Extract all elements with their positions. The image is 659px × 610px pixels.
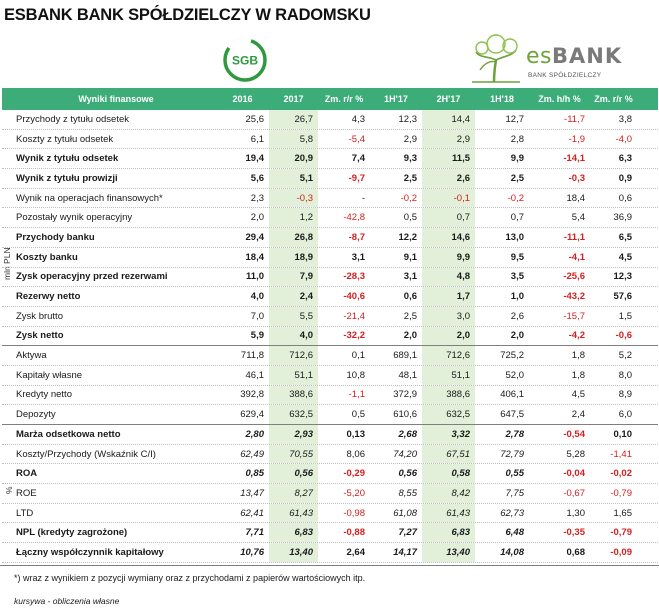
table-cell: 67,51 <box>422 445 475 464</box>
table-cell: 1,0 <box>510 291 524 303</box>
table-cell: 1,8 <box>571 369 585 381</box>
table-row <box>2 523 658 543</box>
table-cell: 2,5 <box>510 172 524 184</box>
table-cell: -28,3 <box>343 271 365 283</box>
table-cell: -0,3 <box>568 172 585 184</box>
table-cell: -0,67 <box>563 487 585 499</box>
row-label: Koszty banku <box>16 251 78 263</box>
table-cell: 711,8 <box>240 350 264 362</box>
row-label: Koszty z tytułu odsetek <box>16 133 114 145</box>
table-cell: 8,0 <box>618 369 632 381</box>
table-row <box>2 405 658 425</box>
table-cell: 712,6 <box>269 346 318 365</box>
table-cell: 388,6 <box>269 386 318 405</box>
table-cell: 14,4 <box>422 110 475 129</box>
row-label: Zysk netto <box>16 330 64 342</box>
table-cell: 61,43 <box>269 504 318 523</box>
row-label: Pozostały wynik operacyjny <box>16 212 133 224</box>
table-cell: 0,55 <box>505 468 524 480</box>
esbank-wordmark <box>526 44 622 69</box>
table-row <box>2 464 658 484</box>
table-cell: 5,6 <box>250 172 264 184</box>
table-cell: -0,02 <box>610 468 632 480</box>
table-row <box>2 149 658 169</box>
table-cell: -0,29 <box>343 468 365 480</box>
table-cell: 9,1 <box>403 251 417 263</box>
table-cell: 6,83 <box>269 523 318 542</box>
table-cell: 5,8 <box>269 130 318 149</box>
table-cell: -0,04 <box>563 468 585 480</box>
row-label: ROE <box>16 487 37 499</box>
financial-results-table <box>2 88 658 563</box>
row-label: Zysk operacyjny przed rezerwami <box>16 271 168 283</box>
table-cell: 0,6 <box>618 192 632 204</box>
table-cell: 4,5 <box>618 251 632 263</box>
table-cell: -0,88 <box>343 527 365 539</box>
table-cell: 4,3 <box>351 113 365 125</box>
table-cell: 13,0 <box>505 231 524 243</box>
table-cell: 5,9 <box>250 330 264 342</box>
table-cell: 26,8 <box>269 228 318 247</box>
table-cell: 9,3 <box>403 153 417 165</box>
table-cell: 0,5 <box>351 409 365 421</box>
table-cell: 388,6 <box>422 386 475 405</box>
esbank-wordmark-bank: BANK <box>552 44 623 68</box>
table-header <box>2 88 658 110</box>
table-cell: 11,0 <box>246 271 264 283</box>
row-label: Wynik na operacjach finansowych* <box>16 192 163 204</box>
row-label: Depozyty <box>16 409 56 421</box>
table-cell: 13,47 <box>240 487 264 499</box>
source-note: kursywa - obliczenia własne <box>14 596 120 606</box>
table-cell: 372,9 <box>393 389 417 401</box>
table-cell: 7,4 <box>351 153 365 165</box>
table-cell: 0,56 <box>269 464 318 483</box>
table-cell: -0,2 <box>400 192 417 204</box>
table-cell: 2,78 <box>505 428 524 440</box>
table-row <box>2 248 658 268</box>
table-cell: -43,2 <box>563 291 585 303</box>
table-cell: 6,48 <box>505 527 524 539</box>
table-cell: -11,7 <box>564 113 585 125</box>
row-label: Kapitały własne <box>16 369 83 381</box>
table-cell: 13,40 <box>422 543 475 562</box>
table-cell: 2,3 <box>250 192 264 204</box>
table-cell: -0,3 <box>269 189 318 208</box>
table-cell: 61,08 <box>393 507 417 519</box>
row-label: Kredyty netto <box>16 389 72 401</box>
table-cell: -0,98 <box>343 507 365 519</box>
header-cell: 2017 <box>283 94 304 104</box>
table-cell: 2,9 <box>422 130 475 149</box>
table-cell: 406,1 <box>500 389 524 401</box>
table-cell: 1,8 <box>571 350 585 362</box>
table-cell: 61,43 <box>422 504 475 523</box>
row-label: Marża odsetkowa netto <box>16 428 121 440</box>
table-cell: 10,76 <box>240 546 264 558</box>
table-cell: 725,2 <box>500 350 524 362</box>
table-cell: 8,27 <box>269 484 318 503</box>
table-cell: 2,8 <box>510 133 524 145</box>
table-cell: 62,41 <box>240 507 264 519</box>
table-cell: 11,5 <box>422 149 475 168</box>
table-cell: 2,6 <box>510 310 524 322</box>
table-row <box>2 366 658 386</box>
table-cell: 5,2 <box>618 350 632 362</box>
table-cell: -42,8 <box>343 212 365 224</box>
table-cell: 4,8 <box>422 268 475 287</box>
table-cell: 72,79 <box>500 448 524 460</box>
table-cell: 3,0 <box>422 307 475 326</box>
table-cell: 2,0 <box>250 212 264 224</box>
tree-icon <box>468 30 524 86</box>
esbank-logo <box>468 30 658 86</box>
table-cell: 2,0 <box>422 327 475 346</box>
table-cell: 51,1 <box>269 366 318 385</box>
table-cell: - <box>361 192 365 204</box>
table-cell: 1,5 <box>618 310 632 322</box>
table-cell: 62,73 <box>500 507 524 519</box>
table-cell: 0,5 <box>403 212 417 224</box>
table-cell: 632,5 <box>269 405 318 424</box>
table-row <box>2 307 658 327</box>
table-cell: 14,17 <box>393 546 417 558</box>
table-cell: -0,6 <box>615 330 632 342</box>
header-cell: Zm. r/r % <box>594 94 633 104</box>
table-cell: 3,1 <box>403 271 417 283</box>
table-row <box>2 268 658 288</box>
table-cell: -40,6 <box>343 291 365 303</box>
table-row <box>2 169 658 189</box>
row-label: Zysk brutto <box>16 310 63 322</box>
table-cell: 14,08 <box>500 546 524 558</box>
table-row <box>2 504 658 524</box>
table-cell: 2,80 <box>245 428 264 440</box>
table-cell: 13,40 <box>269 543 318 562</box>
table-cell: 7,75 <box>505 487 524 499</box>
table-row <box>2 110 658 130</box>
footer-divider <box>0 565 659 566</box>
table-cell: 2,5 <box>403 172 417 184</box>
table-cell: 70,55 <box>269 445 318 464</box>
table-cell: 8,06 <box>346 448 365 460</box>
table-cell: 46,1 <box>245 369 264 381</box>
table-cell: 9,5 <box>510 251 524 263</box>
row-label: Koszty/Przychody (Wskaźnik C/I) <box>16 448 156 460</box>
row-label: Wynik z tytułu odsetek <box>16 153 119 165</box>
table-cell: 6,5 <box>618 231 632 243</box>
table-cell: 4,0 <box>250 291 264 303</box>
table-cell: 25,6 <box>245 113 264 125</box>
header-cell: Wyniki finansowe <box>78 94 154 104</box>
table-cell: -14,1 <box>563 153 585 165</box>
table-cell: -1,41 <box>610 448 632 460</box>
table-cell: 0,10 <box>613 428 632 440</box>
table-cell: 3,8 <box>618 113 632 125</box>
page-title: ESBANK BANK SPÓŁDZIELCZY W RADOMSKU <box>4 6 371 24</box>
table-cell: 74,20 <box>393 448 417 460</box>
table-cell: 12,3 <box>613 271 632 283</box>
table-cell: 0,56 <box>398 468 417 480</box>
table-cell: 5,5 <box>269 307 318 326</box>
table-cell: 0,85 <box>245 468 264 480</box>
table-cell: 8,9 <box>618 389 632 401</box>
table-cell: 7,71 <box>245 527 264 539</box>
table-row <box>2 327 658 347</box>
table-cell: -0,2 <box>507 192 524 204</box>
table-cell: 12,2 <box>398 231 417 243</box>
table-cell: 5,4 <box>571 212 585 224</box>
table-cell: 2,6 <box>422 169 475 188</box>
table-cell: 6,83 <box>422 523 475 542</box>
row-label: NPL (kredyty zagrożone) <box>16 527 128 539</box>
table-cell: 2,68 <box>398 428 417 440</box>
table-row <box>2 484 658 504</box>
footnote: *) wraz z wynikiem z pozycji wymiany oraz z przychodami z papierów wartościowych itp. <box>14 573 366 583</box>
table-cell: 8,55 <box>398 487 417 499</box>
table-row <box>2 445 658 465</box>
table-body <box>2 110 658 563</box>
table-cell: 3,1 <box>351 251 365 263</box>
table-cell: -0,54 <box>563 428 585 440</box>
table-row <box>2 346 658 366</box>
header-cell: 2016 <box>232 94 253 104</box>
table-cell: 3,5 <box>510 271 524 283</box>
table-cell: 5,28 <box>566 448 585 460</box>
esbank-subtitle: BANK SPÓŁDZIELCZY <box>528 72 602 79</box>
table-cell: 2,4 <box>571 409 585 421</box>
table-cell: 26,7 <box>269 110 318 129</box>
table-cell: 0,13 <box>346 428 365 440</box>
table-cell: 52,0 <box>505 369 524 381</box>
row-label: Aktywa <box>16 350 47 362</box>
table-cell: -21,4 <box>343 310 365 322</box>
table-cell: 36,9 <box>613 212 632 224</box>
table-cell: 1,7 <box>422 287 475 306</box>
table-row <box>2 208 658 228</box>
table-cell: 0,1 <box>351 350 365 362</box>
table-cell: -4,2 <box>568 330 585 342</box>
table-cell: 4,0 <box>269 327 318 346</box>
table-cell: 18,9 <box>269 248 318 267</box>
table-cell: 610,6 <box>393 409 417 421</box>
table-row <box>2 425 658 445</box>
table-cell: 0,6 <box>403 291 417 303</box>
table-cell: -4,1 <box>568 251 585 263</box>
table-cell: 8,42 <box>422 484 475 503</box>
table-cell: 2,4 <box>269 287 318 306</box>
row-label: LTD <box>16 507 34 519</box>
table-cell: 1,65 <box>613 507 632 519</box>
table-cell: 2,5 <box>403 310 417 322</box>
table-cell: 2,0 <box>510 330 524 342</box>
table-cell: 3,32 <box>422 425 475 444</box>
header-cell: 2H'17 <box>436 94 461 104</box>
row-label: Przychody z tytułu odsetek <box>16 113 129 125</box>
table-cell: 6,0 <box>618 409 632 421</box>
table-cell: 18,4 <box>245 251 264 263</box>
table-cell: 9,9 <box>510 153 524 165</box>
table-cell: 6,1 <box>250 133 264 145</box>
row-label: Rezerwy netto <box>16 291 81 303</box>
header-cell: 1H'18 <box>490 94 514 104</box>
table-row <box>2 189 658 209</box>
table-cell: -5,4 <box>348 133 365 145</box>
table-cell: 29,4 <box>245 231 264 243</box>
table-cell: -8,7 <box>348 231 365 243</box>
table-cell: -0,79 <box>610 487 632 499</box>
table-cell: 0,7 <box>510 212 524 224</box>
table-cell: -4,0 <box>615 133 632 145</box>
table-row <box>2 130 658 150</box>
table-cell: 19,4 <box>245 153 264 165</box>
table-cell: 629,4 <box>240 409 264 421</box>
row-label: Przychody banku <box>16 231 95 243</box>
header-cell: Zm. h/h % <box>538 94 581 104</box>
table-cell: -1,1 <box>348 389 365 401</box>
percent-axis-label: % <box>4 486 14 494</box>
table-cell: -15,7 <box>563 310 585 322</box>
table-cell: 2,9 <box>403 133 417 145</box>
mln-axis-label: mln PLN <box>2 247 12 280</box>
table-cell: 18,4 <box>566 192 585 204</box>
header-cell: Zm. r/r % <box>324 94 364 104</box>
table-cell: -11,1 <box>563 231 585 243</box>
table-cell: 2,93 <box>269 425 318 444</box>
table-cell: 48,1 <box>398 369 417 381</box>
table-cell: -0,09 <box>610 546 632 558</box>
table-cell: -1,9 <box>568 133 585 145</box>
table-cell: -5,20 <box>343 487 365 499</box>
sgb-logo <box>221 38 269 82</box>
table-cell: 0,7 <box>422 208 475 227</box>
table-cell: 12,3 <box>398 113 417 125</box>
table-cell: 392,8 <box>240 389 264 401</box>
table-cell: -25,6 <box>563 271 585 283</box>
table-row <box>2 287 658 307</box>
header-cell: 1H'17 <box>384 94 408 104</box>
table-row <box>2 543 658 563</box>
row-label: Łączny współczynnik kapitałowy <box>16 546 164 558</box>
table-cell: 7,9 <box>269 268 318 287</box>
esbank-wordmark-es: es <box>526 44 552 69</box>
table-cell: 9,9 <box>422 248 475 267</box>
table-cell: 10,8 <box>346 369 365 381</box>
table-cell: 1,30 <box>566 507 585 519</box>
table-cell: 0,9 <box>618 172 632 184</box>
table-cell: 689,1 <box>393 350 417 362</box>
table-row <box>2 386 658 406</box>
table-cell: 712,6 <box>422 346 475 365</box>
table-cell: -9,7 <box>348 172 365 184</box>
row-label: ROA <box>16 468 38 480</box>
row-label: Wynik z tytułu prowizji <box>16 172 118 184</box>
table-cell: 7,27 <box>398 527 417 539</box>
table-cell: 0,68 <box>566 546 585 558</box>
table-row <box>2 228 658 248</box>
table-cell: 7,0 <box>250 310 264 322</box>
table-cell: 20,9 <box>269 149 318 168</box>
table-cell: 62,49 <box>240 448 264 460</box>
table-cell: 51,1 <box>422 366 475 385</box>
table-cell: 12,7 <box>505 113 524 125</box>
table-cell: -0,1 <box>422 189 475 208</box>
table-cell: 4,5 <box>571 389 585 401</box>
table-cell: 14,6 <box>422 228 475 247</box>
table-cell: 2,64 <box>346 546 365 558</box>
table-cell: 6,3 <box>618 153 632 165</box>
table-cell: -0,35 <box>563 527 585 539</box>
table-cell: 632,5 <box>422 405 475 424</box>
sgb-logo-text: SGB <box>231 53 259 68</box>
table-cell: 0,58 <box>422 464 475 483</box>
table-cell: 57,6 <box>613 291 632 303</box>
table-cell: 1,2 <box>269 208 318 227</box>
table-cell: -0,79 <box>610 527 632 539</box>
table-cell: 5,1 <box>269 169 318 188</box>
table-cell: -32,2 <box>343 330 365 342</box>
table-cell: 647,5 <box>500 409 524 421</box>
table-cell: 2,0 <box>403 330 417 342</box>
